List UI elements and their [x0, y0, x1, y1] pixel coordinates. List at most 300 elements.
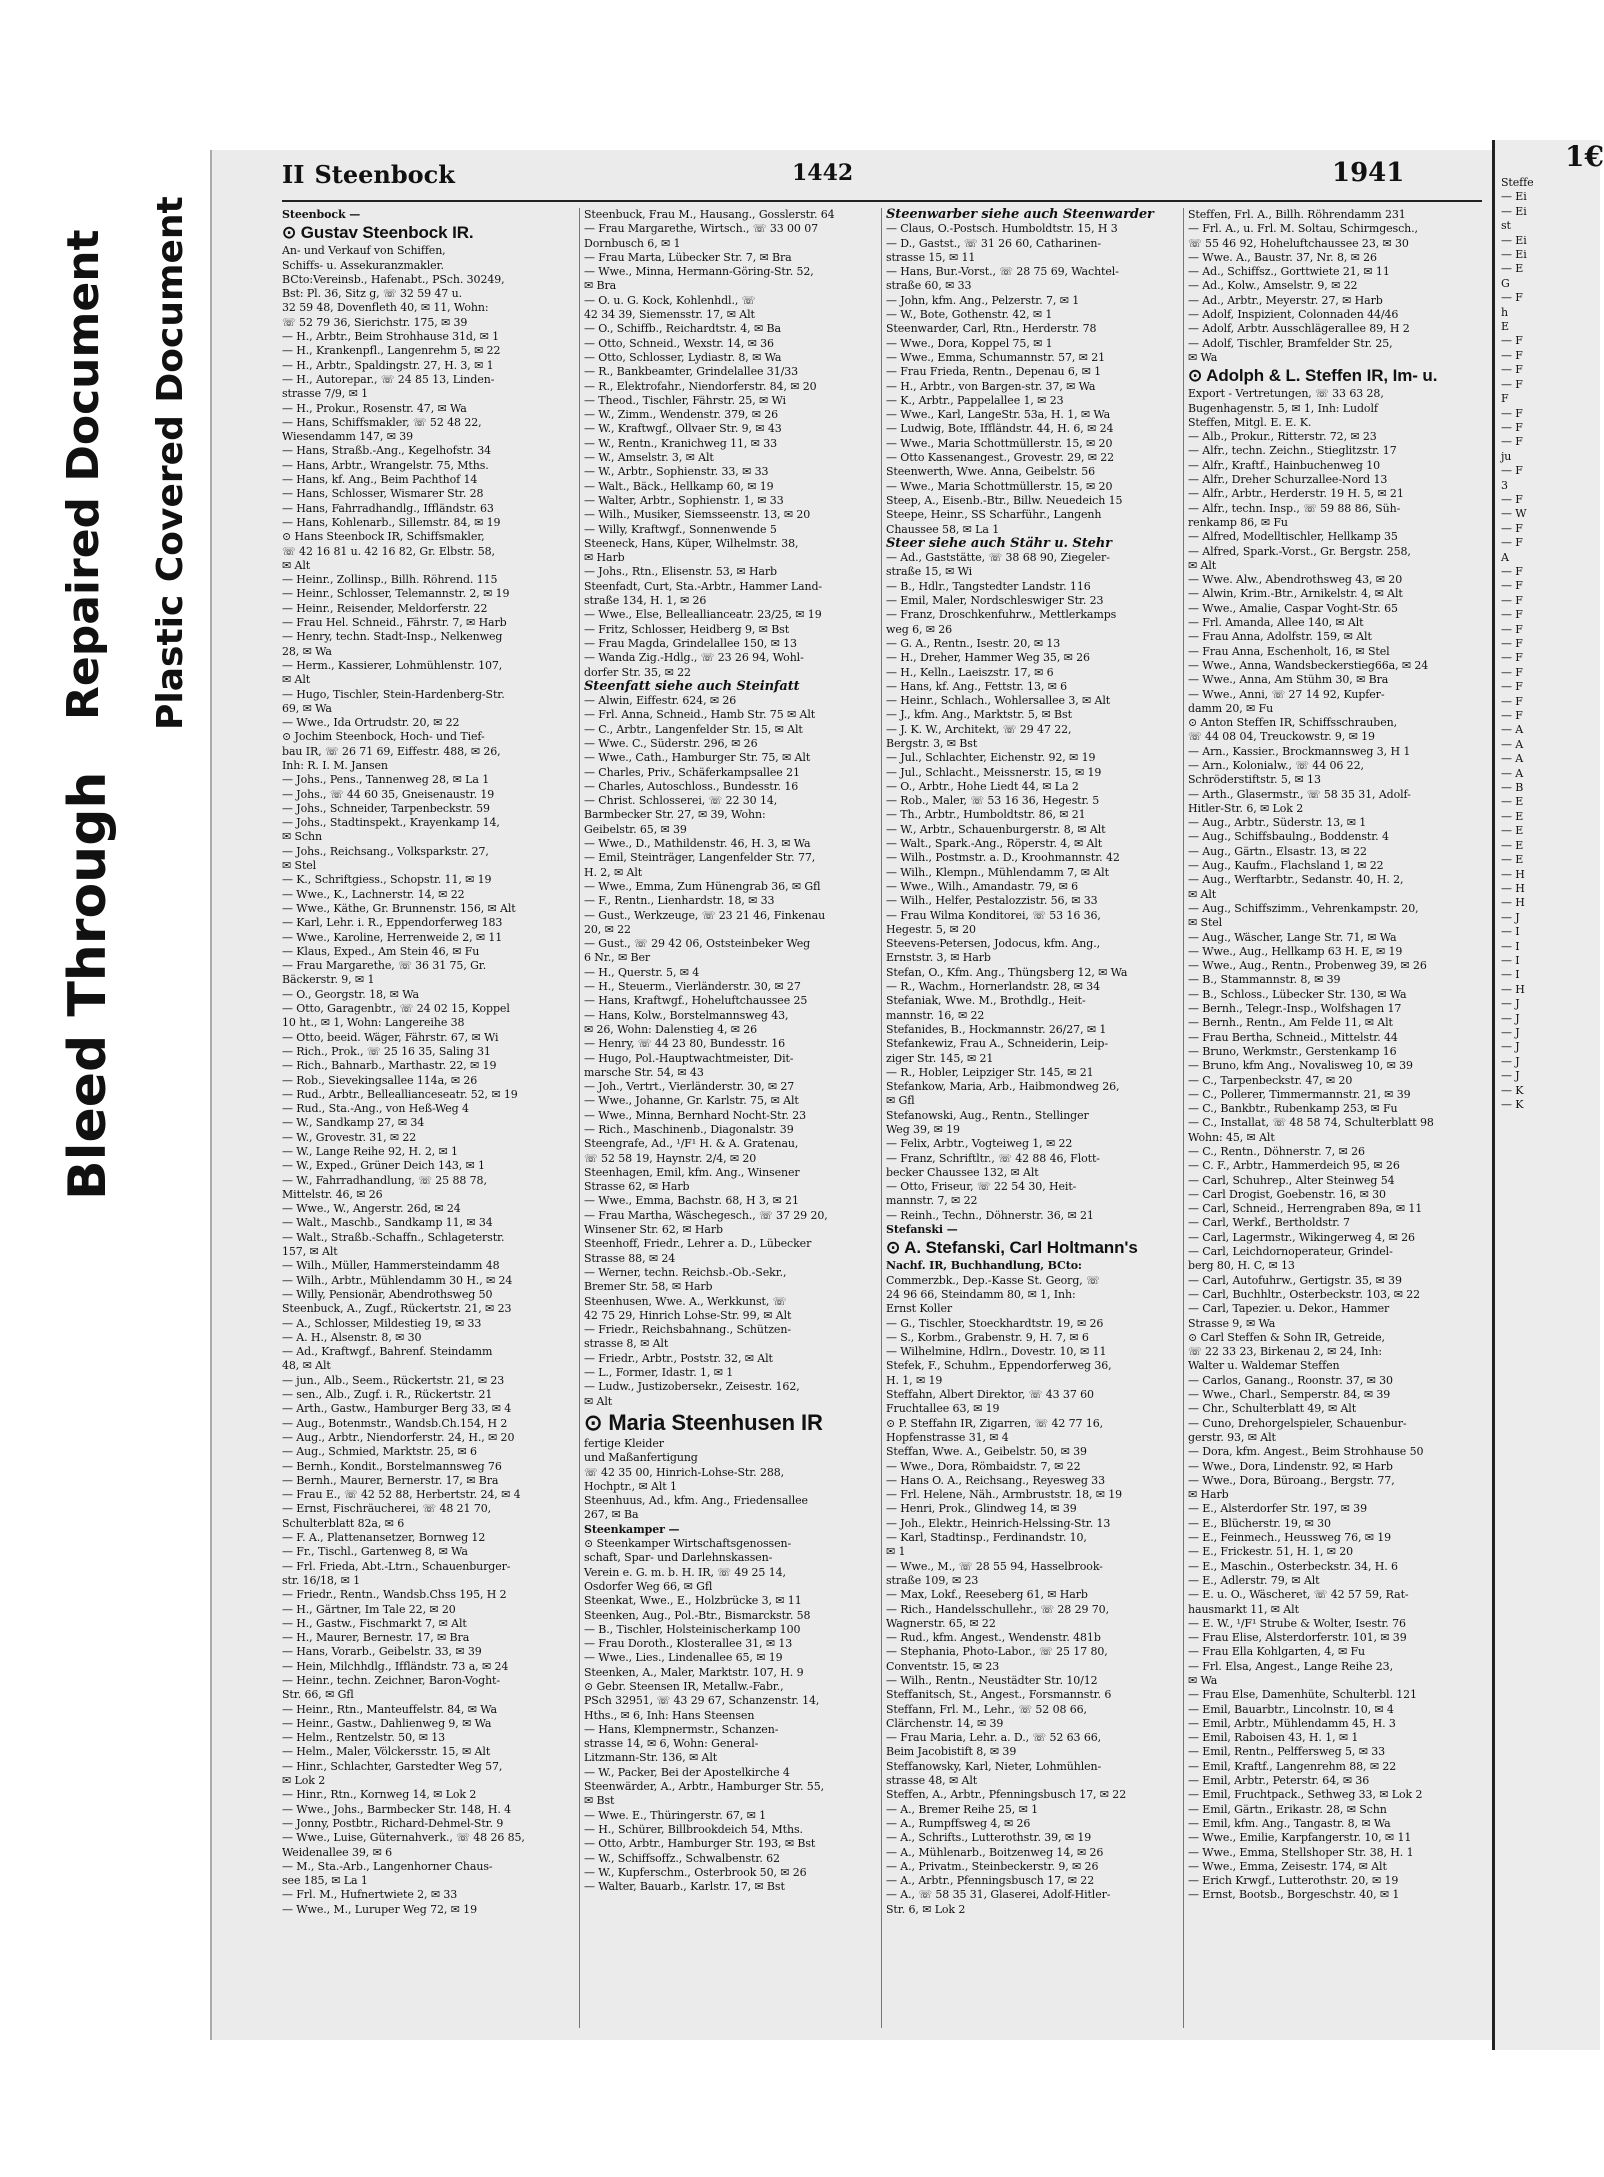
directory-entry-line: — Joh., Elektr., Heinrich-Helssing-Str. 13: [886, 1516, 1111, 1530]
directory-entry-line: — Hans, Kohlenarb., Sillemstr. 84, ✉ 19: [282, 515, 501, 529]
directory-entry-line: — Helm., Maler, Völckersstr. 15, ✉ Alt: [282, 1745, 491, 1759]
next-page-line: st: [1501, 219, 1511, 233]
next-page-line: — J: [1501, 1054, 1520, 1068]
next-page-line: A: [1501, 550, 1509, 564]
directory-entry-line: — Wwe., Maria Schottmüllerstr. 15, ✉ 20: [886, 436, 1113, 450]
directory-entry-line: berg 80, H. C, ✉ 13: [1188, 1259, 1295, 1273]
next-page-line: — I: [1501, 968, 1520, 982]
directory-entry-line: straße 109, ✉ 23: [886, 1573, 979, 1587]
directory-entry-line: Stefankow, Maria, Arb., Haibmondweg 26,: [886, 1080, 1120, 1094]
directory-entry-line: — E., Frickestr. 51, H. 1, ✉ 20: [1188, 1545, 1354, 1559]
directory-entry-line: — Carl, Werkf., Bertholdstr. 7: [1188, 1216, 1350, 1230]
directory-entry-line: — Emil, Gärtn., Erikastr. 28, ✉ Schn: [1188, 1802, 1387, 1816]
directory-entry-line: — Fr., Tischl., Gartenweg 8, ✉ Wa: [282, 1545, 468, 1559]
directory-entry-line: — Franz, Droschkenfuhrw., Mettlerkamps: [886, 608, 1117, 622]
directory-entry-line: — Karl, Lehr. i. R., Eppendorferweg 183: [282, 916, 503, 930]
directory-entry-line: Stefankewiz, Frau A., Schneiderin, Leip-: [886, 1037, 1108, 1051]
directory-entry-line: — F., Rentn., Lienhardstr. 18, ✉ 33: [584, 894, 775, 908]
directory-entry-line: — Otto Kassenangest., Grovestr. 29, ✉ 22: [886, 451, 1115, 465]
directory-entry-line: — Frau Elise, Alsterdorferstr. 101, ✉ 39: [1188, 1631, 1407, 1645]
directory-entry-line: — Rob., Sievekingsallee 114a, ✉ 26: [282, 1073, 478, 1087]
directory-entry-line: — Rich., Bahnarb., Marthastr. 22, ✉ 19: [282, 1059, 497, 1073]
directory-entry-line: Steffan, Wwe. A., Geibelstr. 50, ✉ 39: [886, 1445, 1087, 1459]
directory-entry-line: — Wwe., Dora, Büroang., Bergstr. 77,: [1188, 1473, 1395, 1487]
directory-entry-line: Stefek, F., Schuhm., Eppendorferweg 36,: [886, 1359, 1112, 1373]
directory-entry-line: — sen., Alb., Zugf. i. R., Rückertstr. 21: [282, 1388, 493, 1402]
directory-entry-line: — Ad., Gaststätte, ☏ 38 68 90, Ziegeler-: [886, 551, 1110, 565]
directory-entry-line: — Wanda Zig.-Hdlg., ☏ 23 26 94, Wohl-: [584, 651, 804, 665]
directory-entry-line: — Alfred, Modelltischler, Hellkamp 35: [1188, 530, 1398, 544]
directory-entry-line: — W., Grovestr. 31, ✉ 22: [282, 1130, 417, 1144]
directory-entry-line: — Hans, Klempnermstr., Schanzen-: [584, 1722, 779, 1736]
directory-entry-line: Bst: Pl. 36, Sitz g, ☏ 32 59 47 u.: [282, 287, 462, 301]
directory-entry-line: — Carl, Buchhltr., Osterbeckstr. 103, ✉ 22: [1188, 1287, 1421, 1301]
next-page-line: — J: [1501, 1011, 1520, 1025]
directory-entry-line: — Arn., Kassier., Brockmannsweg 3, H 1: [1188, 744, 1411, 758]
directory-entry-line: — Otto, Schneid., Wexstr. 14, ✉ 36: [584, 336, 774, 350]
directory-entry-line: — Wwe. A., Baustr. 37, Nr. 8, ✉ 26: [1188, 250, 1377, 264]
directory-entry-line: ✉ Alt: [584, 1394, 613, 1408]
directory-entry-line: — C., Rentn., Döhnerstr. 7, ✉ 26: [1188, 1145, 1365, 1158]
directory-entry-line: — B., Stammannstr. 8, ✉ 39: [1188, 973, 1341, 987]
directory-entry-line: — H., Kelln., Laeiszstr. 17, ✉ 6: [886, 665, 1054, 679]
directory-entry-line: — Franz, Schriftltr., ☏ 42 88 46, Flott-: [886, 1151, 1100, 1165]
directory-entry-line: — Wwe., Emilie, Karpfangerstr. 10, ✉ 11: [1188, 1831, 1412, 1845]
directory-entry-line: — Alfr., techn. Insp., ☏ 59 88 86, Süh-: [1188, 501, 1401, 515]
directory-entry-line: 42 34 39, Siemensstr. 17, ✉ Alt: [584, 308, 755, 322]
directory-entry-line: — Frl. A., u. Frl. M. Soltau, Schirmgesch.,: [1188, 222, 1418, 236]
next-page-line: — F: [1501, 377, 1523, 391]
directory-entry-line: — Johs., Pens., Tannenweg 28, ✉ La 1: [282, 773, 490, 787]
next-page-line: — F: [1501, 608, 1523, 622]
directory-entry-line: ✉ Lok 2: [282, 1774, 326, 1788]
directory-entry-line: ☏ 42 35 00, Hinrich-Lohse-Str. 288,: [584, 1465, 785, 1479]
next-page-line: — Ei: [1501, 204, 1527, 218]
directory-entry-line: — Walt., Spark.-Ang., Röperstr. 4, ✉ Alt: [886, 837, 1103, 851]
directory-entry-line: — Wwe., Cath., Hamburger Str. 75, ✉ Alt: [584, 751, 811, 765]
column-divider: [579, 208, 580, 2028]
directory-entry-line: — W., Kupferschm., Osterbrook 50, ✉ 26: [584, 1865, 807, 1879]
directory-entry-line: H. 2, ✉ Alt: [584, 865, 643, 879]
directory-entry-line: mannstr. 16, ✉ 22: [886, 1008, 985, 1022]
directory-entry-line: — Hans, Arbtr., Wrangelstr. 75, Mths.: [282, 458, 489, 472]
directory-entry-line: Bäckerstr. 9, ✉ 1: [282, 973, 375, 987]
next-page-line: — Ei: [1501, 233, 1527, 247]
directory-entry-line: Steenhusen, Wwe. A., Werkkunst, ☏: [584, 1294, 787, 1308]
directory-entry-line: — Frau Bertha, Schneid., Mittelstr. 44: [1188, 1030, 1398, 1044]
directory-entry-line: Steenbuck, Frau M., Hausang., Gosslerstr. 64: [584, 208, 835, 221]
directory-entry-line: — G., Tischler, Stoeckhardtstr. 19, ✉ 26: [886, 1316, 1104, 1330]
directory-entry-line: — K., Arbtr., Pappelallee 1, ✉ 23: [886, 393, 1064, 407]
directory-entry-line: Steep, A., Eisenb.-Btr., Billw. Neuedeich 15: [886, 493, 1123, 507]
directory-entry-line: strasse 14, ✉ 6, Wohn: General-: [584, 1737, 759, 1751]
directory-entry-line: — W., Rentn., Kranichweg 11, ✉ 33: [584, 436, 777, 450]
directory-entry-line: 42 75 29, Hinrich Lohse-Str. 99, ✉ Alt: [584, 1308, 792, 1322]
directory-entry-line: — Erich Krwgf., Lutterothstr. 20, ✉ 19: [1188, 1874, 1399, 1888]
directory-entry-line: — Heinr., Reisender, Meldorferstr. 22: [282, 601, 488, 615]
directory-entry-line: mannstr. 7, ✉ 22: [886, 1194, 978, 1208]
directory-entry-line: — Wilh., Postmstr. a. D., Kroohmannstr. 42: [886, 851, 1120, 865]
directory-entry-line: — Jonny, Postbtr., Richard-Dehmel-Str. 9: [282, 1816, 504, 1830]
column-2: [584, 208, 875, 2028]
directory-entry-line: — Emil, Raboisen 43, H. 1, ✉ 1: [1188, 1731, 1359, 1745]
directory-entry-line: — Alfr., Kraftf., Hainbuchenweg 10: [1188, 458, 1381, 472]
directory-entry-line: 10 ht., ✉ 1, Wohn: Langereihe 38: [282, 1016, 465, 1030]
directory-entry-line: Litzmann-Str. 136, ✉ Alt: [584, 1751, 718, 1765]
directory-entry-line: — Frau Maria, Lehr. a. D., ☏ 52 63 66,: [886, 1731, 1102, 1745]
directory-entry-line: — A., Schrifts., Lutterothstr. 39, ✉ 19: [886, 1831, 1092, 1845]
directory-entry-line: — Emil, Fruchtpack., Sethweg 33, ✉ Lok 2: [1188, 1788, 1423, 1802]
directory-entry-line: — R., Elektrofahr., Niendorferstr. 84, ✉ 20: [584, 379, 817, 393]
directory-entry-line: — Carl Drogist, Goebenstr. 16, ✉ 30: [1188, 1187, 1386, 1201]
directory-entry-line: — Wwe., Emma, Schumannstr. 57, ✉ 21: [886, 350, 1105, 364]
directory-entry-line: — C., Bankbtr., Rubenkamp 253, ✉ Fu: [1188, 1102, 1398, 1116]
directory-entry-line: — Frau Anna, Eschenholt, 16, ✉ Stel: [1188, 644, 1390, 658]
directory-entry-line: ✉ Harb: [584, 551, 625, 565]
directory-entry-line: — Aug., Schiffsbaulng., Boddenstr. 4: [1188, 830, 1389, 844]
directory-entry-line: — Adolf, Inspizient, Colonnaden 44/46: [1188, 308, 1399, 322]
directory-entry-line: Export - Vertretungen, ☏ 33 63 28,: [1188, 387, 1384, 401]
directory-entry-line: — Frau Margarethe, ☏ 36 31 75, Gr.: [282, 959, 487, 973]
directory-entry-line: — Emil, Maler, Nordschleswiger Str. 23: [886, 594, 1104, 608]
directory-entry-line: — Alfr., Arbtr., Herderstr. 19 H. 5, ✉ 21: [1188, 487, 1404, 501]
directory-entry-line: — Rich., Handelsschullehr., ☏ 28 29 70,: [886, 1602, 1109, 1616]
directory-entry-line: — Aug., Botenmstr., Wandsb.Ch.154, H 2: [282, 1416, 508, 1430]
directory-entry-line: — E., Blücherstr. 19, ✉ 30: [1188, 1516, 1331, 1530]
directory-entry-line: ⊙ Maria Steenhusen IR: [584, 1409, 823, 1435]
directory-entry-line: — Johs., Reichsang., Volksparkstr. 27,: [282, 844, 489, 858]
next-page-line: Steffe: [1501, 176, 1534, 189]
directory-entry-line: — Wwe., Käthe, Gr. Brunnenstr. 156, ✉ Alt: [282, 901, 516, 915]
next-page-line: — E: [1501, 824, 1524, 838]
directory-entry-line: — Frau Marta, Lübecker Str. 7, ✉ Bra: [584, 250, 792, 264]
directory-entry-line: — Alwin, Krim.-Btr., Arnikelstr. 4, ✉ Alt: [1188, 587, 1403, 601]
directory-entry-line: — Frau Ella Kohlgarten, 4, ✉ Fu: [1188, 1645, 1365, 1659]
next-page-line: — A: [1501, 723, 1524, 737]
directory-entry-line: ⊙ Adolph & L. Steffen IR, Im- u.: [1188, 366, 1438, 386]
directory-entry-line: Steffanitsch, St., Angest., Forsmannstr. 6: [886, 1688, 1112, 1702]
directory-entry-line: — Hans, Vorarb., Geibelstr. 33, ✉ 39: [282, 1645, 482, 1659]
directory-entry-line: — Wwe., Charl., Semperstr. 84, ✉ 39: [1188, 1388, 1391, 1402]
directory-entry-line: marsche Str. 54, ✉ 43: [584, 1065, 704, 1079]
directory-entry-line: ⊙ Hans Steenbock IR, Schiffsmakler,: [282, 530, 485, 544]
directory-entry-line: weg 6, ✉ 26: [886, 622, 953, 636]
directory-entry-line: Dornbusch 6, ✉ 1: [584, 236, 681, 250]
directory-entry-line: Wiesendamm 147, ✉ 39: [282, 430, 414, 444]
directory-entry-line: — H., Arbtr., Beim Strohhause 31d, ✉ 1: [282, 330, 500, 344]
directory-entry-line: Str. 6, ✉ Lok 2: [886, 1902, 966, 1916]
directory-entry-line: — Wilh., Rentn., Neustädter Str. 10/12: [886, 1673, 1098, 1687]
next-page-line: — J: [1501, 1069, 1520, 1083]
directory-entry-line: — Wilh., Müller, Hammersteindamm 48: [282, 1259, 500, 1273]
directory-entry-line: straße 15, ✉ Wi: [886, 565, 973, 579]
directory-entry-line: — Hinr., Rtn., Kornweg 14, ✉ Lok 2: [282, 1788, 477, 1802]
directory-entry-line: — Wwe., Dora, Lindenstr. 92, ✉ Harb: [1188, 1459, 1393, 1473]
directory-entry-line: — Wwe., K., Lachnerstr. 14, ✉ 22: [282, 887, 465, 901]
directory-entry-line: — W., Fahrradhandlung, ☏ 25 88 78,: [282, 1173, 487, 1187]
directory-entry-line: — Bernh., Rentn., Am Felde 11, ✉ Alt: [1188, 1016, 1393, 1030]
directory-entry-line: — Wwe., Dora, Koppel 75, ✉ 1: [886, 336, 1053, 350]
directory-entry-line: — Cuno, Drehorgelspieler, Schauenbur-: [1188, 1416, 1407, 1430]
directory-entry-line: — G. A., Rentn., Isestr. 20, ✉ 13: [886, 636, 1061, 650]
next-page-line: — F: [1501, 694, 1523, 708]
next-page-line: — Ei: [1501, 248, 1527, 262]
directory-entry-line: Conventstr. 15, ✉ 23: [886, 1659, 1000, 1673]
directory-entry-line: — E. W., ¹/F¹ Strube & Wolter, Isestr. 76: [1188, 1616, 1406, 1630]
directory-entry-line: ✉ Alt: [282, 558, 311, 572]
next-page-line: — F: [1501, 348, 1523, 362]
directory-entry-line: — Hans O. A., Reichsang., Reyesweg 33: [886, 1473, 1105, 1487]
directory-entry-line: — Bernh., Maurer, Bernerstr. 17, ✉ Bra: [282, 1473, 499, 1487]
directory-entry-line: — Frau Hel. Schneid., Fährstr. 7, ✉ Harb: [282, 616, 507, 630]
next-page-line: — W: [1501, 507, 1527, 521]
directory-entry-line: — C., Pollerer, Timmermannstr. 21, ✉ 39: [1188, 1087, 1411, 1101]
directory-entry-line: — W., Bote, Gothenstr. 42, ✉ 1: [886, 308, 1053, 322]
directory-entry-line: — H., Schürer, Billbrookdeich 54, Mths.: [584, 1822, 803, 1836]
directory-entry-line: — Wwe., Emma, Zum Hünengrab 36, ✉ Gfl: [584, 879, 821, 893]
directory-entry-line: Nachf. IR, Buchhandlung, BCto:: [886, 1259, 1082, 1273]
directory-entry-line: — Bruno, kfm Ang., Novalisweg 10, ✉ 39: [1188, 1059, 1413, 1073]
directory-entry-line: — Aug., Arbtr., Niendorferstr. 24, H., ✉ 20: [282, 1430, 515, 1444]
directory-entry-line: — Wwe., Minna, Bernhard Nocht-Str. 23: [584, 1108, 807, 1122]
directory-entry-line: ⊙ Gebr. Steensen IR, Metallw.-Fabr.,: [584, 1679, 784, 1693]
directory-entry-line: — K., Schriftgiess., Schopstr. 11, ✉ 19: [282, 873, 492, 887]
directory-entry-line: — Aug., Schiffszimm., Vehrenkampstr. 20,: [1188, 901, 1419, 915]
directory-entry-line: — Werner, techn. Reichsb.-Ob.-Sekr.,: [584, 1265, 787, 1279]
directory-entry-line: — Frau Else, Damenhüte, Schulterbl. 121: [1188, 1688, 1417, 1702]
directory-entry-line: — Carl, Tapezier. u. Dekor., Hammer: [1188, 1302, 1390, 1316]
directory-entry-line: — Heinr., Zollinsp., Billh. Röhrend. 115: [282, 573, 498, 587]
directory-entry-line: — Arn., Kolonialw., ☏ 44 06 22,: [1188, 758, 1364, 772]
next-page-line: — F: [1501, 291, 1523, 305]
directory-entry-line: — W., Lange Reihe 92, H. 2, ✉ 1: [282, 1145, 458, 1158]
directory-entry-line: — W., Arbtr., Sophienstr. 33, ✉ 33: [584, 465, 769, 479]
directory-entry-line: — Hein, Milchhdlg., Iffländstr. 73 a, ✉ 24: [282, 1659, 509, 1673]
directory-entry-line: Steepe, Heinr., SS Scharführ., Langenh: [886, 508, 1102, 522]
directory-entry-line: — Wwe., Aug., Hellkamp 63 H. E, ✉ 19: [1188, 944, 1403, 958]
directory-entry-line: — Friedr., Reichsbahnang., Schützen-: [584, 1323, 791, 1337]
directory-entry-line: 157, ✉ Alt: [282, 1245, 338, 1259]
next-page-line: — J: [1501, 1040, 1520, 1054]
directory-entry-line: — H., Dreher, Hammer Weg 35, ✉ 26: [886, 651, 1090, 665]
directory-entry-line: — Bernh., Telegr.-Insp., Wolfshagen 17: [1188, 1002, 1402, 1016]
directory-entry-line: — Jul., Schlacht., Meissnerstr. 15, ✉ 19: [886, 765, 1102, 779]
directory-entry-line: — Walt., Straßb.-Schaffn., Schlageterstr.: [282, 1230, 505, 1244]
directory-entry-line: — Fritz, Schlosser, Heidberg 9, ✉ Bst: [584, 622, 790, 636]
directory-entry-line: — Ludwig, Bote, Iffländstr. 44, H. 6, ✉ 24: [886, 422, 1114, 436]
directory-entry-line: Stefanides, B., Hockmannstr. 26/27, ✉ 1: [886, 1022, 1107, 1036]
directory-entry-line: ⊙ A. Stefanski, Carl Holtmann's: [886, 1238, 1138, 1258]
directory-entry-line: — Frl. Frieda, Abt.-Ltrn., Schauenburger-: [282, 1559, 511, 1573]
next-page-line: — F: [1501, 492, 1523, 506]
directory-entry-line: — Rich., Maschinenb., Diagonalstr. 39: [584, 1123, 794, 1136]
directory-entry-line: Steenwarber siehe auch Steenwarder: [886, 207, 1154, 222]
directory-entry-line: — Wwe., Minna, Hermann-Göring-Str. 52,: [584, 265, 814, 279]
directory-entry-line: — Wwe., D., Mathildenstr. 46, H. 3, ✉ Wa: [584, 837, 811, 851]
directory-entry-line: Steffen, Mitgl. E. E. K.: [1188, 415, 1312, 429]
directory-entry-line: Ernststr. 3, ✉ Harb: [886, 951, 991, 965]
directory-entry-line: — H., Arbtr., Spaldingstr. 27, H. 3, ✉ 1: [282, 358, 494, 372]
directory-entry-line: — C., Installat, ☏ 48 58 74, Schulterblatt 98: [1188, 1116, 1434, 1130]
directory-entry-line: — Wwe., Johs., Barmbecker Str. 148, H. 4: [282, 1802, 512, 1816]
directory-entry-line: Wohn: 45, ✉ Alt: [1188, 1130, 1275, 1144]
label-bleed-through: Bleed Through: [58, 771, 118, 1200]
directory-entry-line: — Joh., Vertrt., Vierländerstr. 30, ✉ 27: [584, 1080, 795, 1094]
directory-entry-line: gerstr. 93, ✉ Alt: [1188, 1430, 1276, 1444]
directory-entry-line: Hths., ✉ 6, Inh: Hans Steensen: [584, 1708, 755, 1722]
next-page-line: — F: [1501, 637, 1523, 650]
directory-entry-line: 6 Nr., ✉ Ber: [584, 951, 651, 965]
directory-entry-line: ✉ 1: [886, 1545, 906, 1559]
directory-entry-line: — O., Arbtr., Hohe Liedt 44, ✉ La 2: [886, 779, 1079, 793]
next-page-line: — F: [1501, 406, 1523, 420]
next-page-line: — F: [1501, 651, 1523, 665]
directory-entry-line: — Emil, Steinträger, Langenfelder Str. 77,: [584, 851, 816, 865]
directory-entry-line: — Johs., Rtn., Elisenstr. 53, ✉ Harb: [584, 565, 777, 579]
directory-entry-line: — J. K. W., Architekt, ☏ 29 47 22,: [886, 722, 1072, 736]
next-page-line: G: [1501, 276, 1510, 290]
directory-entry-line: 48, ✉ Alt: [282, 1359, 331, 1373]
directory-entry-line: Steenfatt siehe auch Steinfatt: [584, 678, 800, 694]
directory-entry-line: — A., Arbtr., Pfenningsbusch 17, ✉ 22: [886, 1874, 1095, 1888]
directory-entry-line: H. 1, ✉ 19: [886, 1373, 943, 1387]
directory-entry-line: ziger Str. 145, ✉ 21: [886, 1051, 994, 1065]
directory-entry-line: — A. H., Alsenstr. 8, ✉ 30: [282, 1330, 422, 1344]
page-number: 1442: [792, 160, 854, 186]
directory-entry-line: Inh: R. I. M. Jansen: [282, 758, 388, 772]
directory-entry-line: — A., Bremer Reihe 25, ✉ 1: [886, 1802, 1038, 1816]
next-page-line: — A: [1501, 737, 1524, 751]
directory-entry-line: — John, kfm. Ang., Pelzerstr. 7, ✉ 1: [886, 293, 1080, 307]
directory-entry-line: hausmarkt 11, ✉ Alt: [1188, 1602, 1299, 1616]
next-page-line: — F: [1501, 622, 1523, 636]
directory-entry-line: damm 20, ✉ Fu: [1188, 701, 1274, 715]
directory-entry-line: see 185, ✉ La 1: [282, 1874, 368, 1888]
directory-entry-line: — Wilhelmine, Hdlrn., Dovestr. 10, ✉ 11: [886, 1345, 1107, 1359]
directory-entry-line: ✉ Wa: [1188, 1673, 1218, 1687]
directory-entry-line: — Hans, Straßb.-Ang., Kegelhofstr. 34: [282, 444, 491, 458]
directory-entry-line: ⊙ Anton Steffen IR, Schiffsschrauben,: [1188, 716, 1397, 730]
directory-entry-line: — Rud., Sta.-Ang., von Heß-Weg 4: [282, 1102, 469, 1116]
directory-entry-line: Winsener Str. 62, ✉ Harb: [584, 1223, 723, 1237]
directory-entry-line: Hegestr. 5, ✉ 20: [886, 922, 976, 936]
directory-entry-line: — Wwe., W., Angerstr. 26d, ✉ 24: [282, 1202, 461, 1216]
directory-entry-line: renkamp 86, ✉ Fu: [1188, 515, 1288, 529]
directory-entry-line: — Johs., ☏ 44 60 35, Gneisenaustr. 19: [282, 787, 495, 801]
directory-entry-line: Schiffs- u. Assekuranzmakler.: [282, 258, 444, 272]
directory-entry-line: Clärchenstr. 14, ✉ 39: [886, 1716, 1004, 1730]
directory-entry-line: — B., Schloss., Lübecker Str. 130, ✉ Wa: [1188, 987, 1407, 1001]
directory-entry-line: — Hans, Bur.-Vorst., ☏ 28 75 69, Wachtel-: [886, 265, 1119, 279]
directory-entry-line: Wagnerstr. 65, ✉ 22: [886, 1616, 996, 1630]
directory-entry-line: — Ad., Kolw., Amselstr. 9, ✉ 22: [1188, 279, 1358, 293]
directory-entry-line: Str. 66, ✉ Gfl: [282, 1688, 354, 1702]
directory-entry-line: — Rob., Maler, ☏ 53 16 36, Hegestr. 5: [886, 794, 1100, 808]
directory-entry-line: — Wwe., Karoline, Herrenweide 2, ✉ 11: [282, 930, 503, 944]
directory-entry-line: ✉ Wa: [1188, 350, 1218, 364]
directory-entry-line: ☏ 52 79 36, Sierichstr. 175, ✉ 39: [282, 315, 468, 329]
directory-entry-line: ⊙ Carl Steffen & Sohn IR, Getreide,: [1188, 1330, 1385, 1344]
next-page-line: — F: [1501, 680, 1523, 694]
directory-entry-line: — Emil, Rentn., Pelffersweg 5, ✉ 33: [1188, 1745, 1386, 1759]
directory-entry-line: ⊙ Jochim Steenbock, Hoch- und Tief-: [282, 730, 485, 744]
directory-entry-line: — Karl, Stadtinsp., Ferdinandstr. 10,: [886, 1531, 1087, 1545]
directory-entry-line: — Johs., Stadtinspekt., Krayenkamp 14,: [282, 816, 500, 830]
directory-entry-line: — Wwe. C., Süderstr. 296, ✉ 26: [584, 736, 758, 750]
directory-entry-line: — H., Maurer, Bernestr. 17, ✉ Bra: [282, 1631, 470, 1645]
directory-entry-line: — Arth., Glasermstr., ☏ 58 35 31, Adolf-: [1188, 787, 1411, 801]
directory-entry-line: — H., Arbtr., von Bargen-str. 37, ✉ Wa: [886, 379, 1096, 393]
directory-entry-line: — Ludw., Justizobersekr., Zeisestr. 162,: [584, 1380, 800, 1394]
directory-entry-line: Steffahn, Albert Direktor, ☏ 43 37 60: [886, 1388, 1094, 1402]
directory-entry-line: — Aug., Schmied, Marktstr. 25, ✉ 6: [282, 1445, 477, 1459]
directory-entry-line: — Frau Margarethe, Wirtsch., ☏ 33 00 07: [584, 222, 819, 236]
directory-entry-line: Stefanowski, Aug., Rentn., Stellinger: [886, 1108, 1089, 1122]
directory-entry-line: 69, ✉ Wa: [282, 701, 332, 715]
directory-entry-line: — D., Gastst., ☏ 31 26 60, Catharinen-: [886, 236, 1102, 250]
directory-entry-line: — Wwe., Anna, Am Stühm 30, ✉ Bra: [1188, 673, 1389, 687]
directory-entry-line: Stefaniak, Wwe. M., Brothdlg., Heit-: [886, 994, 1086, 1008]
directory-entry-line: — A., Rumpffsweg 4, ✉ 26: [886, 1816, 1031, 1830]
next-page-line: h: [1501, 305, 1508, 319]
keyword: Steenbock: [314, 160, 455, 189]
next-page-line: — F: [1501, 420, 1523, 434]
directory-entry-line: 32 59 48, Dovenfleth 40, ✉ 11, Wohn:: [282, 301, 489, 315]
directory-entry-line: — O., Schiffb., Reichardtstr. 4, ✉ Ba: [584, 322, 781, 336]
directory-entry-line: Hochptr., ✉ Alt 1: [584, 1479, 677, 1493]
directory-entry-line: — Wilh., Helfer, Pestalozzistr. 56, ✉ 33: [886, 894, 1098, 908]
directory-entry-line: — Alfr., Dreher Schurzallee-Nord 13: [1188, 473, 1388, 487]
directory-entry-line: — Ernst, Fischräucherei, ☏ 48 21 70,: [282, 1502, 492, 1516]
directory-entry-line: Steeneck, Hans, Küper, Wilhelmstr. 38,: [584, 536, 799, 550]
directory-entry-line: — Wwe., Luise, Güternahverk., ☏ 48 26 85,: [282, 1831, 525, 1845]
directory-entry-line: — F. A., Plattenansetzer, Bornweg 12: [282, 1531, 486, 1545]
directory-entry-line: — Aug., Gärtn., Elsastr. 13, ✉ 22: [1188, 844, 1367, 858]
directory-entry-line: Strasse 9, ✉ Wa: [1188, 1316, 1276, 1330]
next-page-line: E: [1501, 320, 1509, 334]
directory-entry-line: — Ernst, Bootsb., Borgeschstr. 40, ✉ 1: [1188, 1888, 1400, 1902]
directory-entry-line: Steenhoff, Friedr., Lehrer a. D., Lübecker: [584, 1237, 812, 1251]
directory-entry-line: — S., Korbm., Grabenstr. 9, H. 7, ✉ 6: [886, 1330, 1089, 1344]
directory-entry-line: — Willy, Kraftwgf., Sonnenwende 5: [584, 522, 777, 536]
directory-entry-line: ✉ Bra: [584, 279, 617, 293]
directory-entry-line: — Frau Doroth., Klosterallee 31, ✉ 13: [584, 1637, 793, 1651]
next-page-line: — I: [1501, 925, 1520, 939]
directory-entry-line: — Otto, Friseur, ☏ 22 54 30, Heit-: [886, 1180, 1077, 1194]
directory-entry-line: — C., Arbtr., Langenfelder Str. 15, ✉ Alt: [584, 722, 803, 736]
directory-page: [210, 150, 1492, 2040]
directory-entry-line: Strasse 62, ✉ Harb: [584, 1180, 690, 1194]
directory-entry-line: — H., Querstr. 5, ✉ 4: [584, 965, 700, 979]
directory-entry-line: — W., Kraftwgf., Ollvaer Str. 9, ✉ 43: [584, 422, 782, 436]
directory-entry-line: — R., Hobler, Leipziger Str. 145, ✉ 21: [886, 1065, 1094, 1079]
directory-entry-line: Bugenhagenstr. 5, ✉ 1, Inh: Ludolf: [1188, 401, 1378, 415]
directory-entry-line: — jun., Alb., Seem., Rückertstr. 21, ✉ 23: [282, 1373, 505, 1387]
directory-entry-line: — E., Feinmech., Heussweg 76, ✉ 19: [1188, 1531, 1392, 1545]
directory-entry-line: — Otto, Arbtr., Hamburger Str. 193, ✉ Bst: [584, 1837, 816, 1851]
directory-entry-line: — Alfred, Spark.-Vorst., Gr. Bergstr. 258,: [1188, 544, 1411, 558]
directory-entry-line: — Adolf, Tischler, Bramfelder Str. 25,: [1188, 336, 1393, 350]
directory-entry-line: — Wwe., Anna, Wandsbeckerstieg66a, ✉ 24: [1188, 658, 1429, 672]
directory-entry-line: — Gust., Werkzeuge, ☏ 23 21 46, Finkenau: [584, 908, 826, 922]
directory-entry-line: — O., Georgstr. 18, ✉ Wa: [282, 987, 419, 1001]
directory-entry-line: Steenkamper —: [584, 1522, 680, 1536]
directory-entry-line: — B., Hdlr., Tangstedter Landstr. 116: [886, 579, 1091, 593]
next-page-line: — F: [1501, 709, 1523, 723]
directory-entry-line: — Frau E., ☏ 42 52 88, Herbertstr. 24, ✉ 4: [282, 1488, 521, 1502]
directory-entry-line: — H., Prokur., Rosenstr. 47, ✉ Wa: [282, 401, 467, 415]
directory-entry-line: — Wwe., Johanne, Gr. Karlstr. 75, ✉ Alt: [584, 1094, 799, 1108]
